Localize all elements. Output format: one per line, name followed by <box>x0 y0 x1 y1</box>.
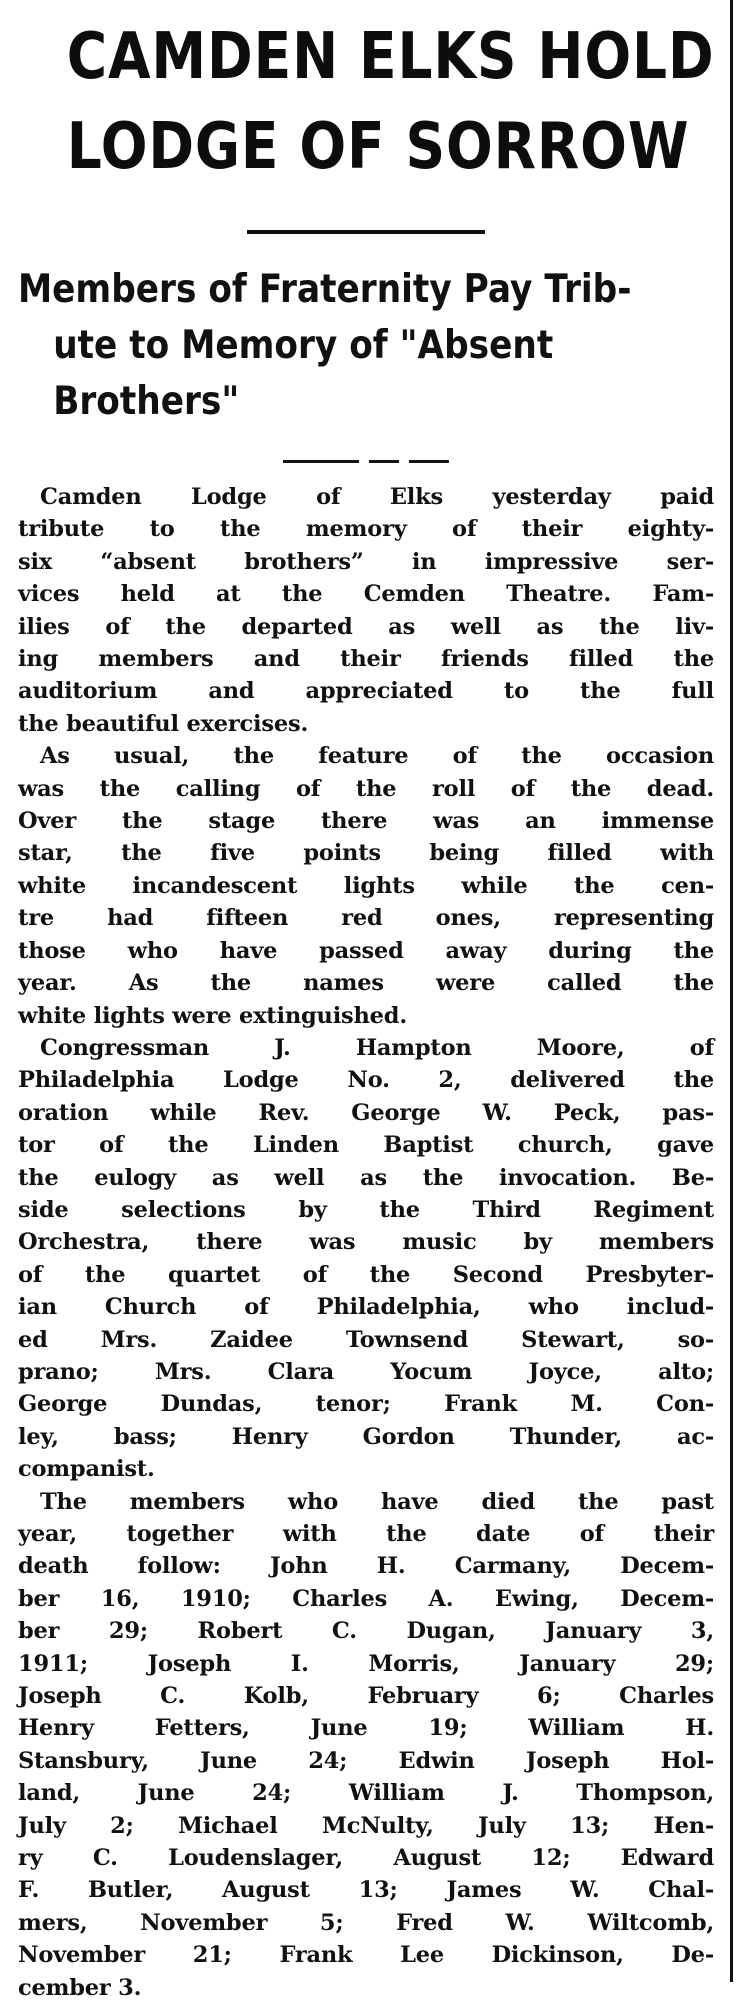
subheadline-line: Members of Fraternity Pay Trib- <box>18 267 632 312</box>
article-line: auditorium and appreciated to the full <box>18 678 714 705</box>
article-line: of the quartet of the Second Presbyter- <box>18 1261 714 1288</box>
article-line: prano; Mrs. Clara Yocum Joyce, alto; <box>18 1358 714 1385</box>
subheadline <box>18 262 630 430</box>
headline-line: LODGE OF SORROW <box>66 110 690 184</box>
article-line: was the calling of the roll of the dead. <box>18 775 714 802</box>
article-line: George Dundas, tenor; Frank M. Con- <box>18 1391 714 1418</box>
article-line: those who have passed away during the <box>18 937 714 964</box>
article-line: Orchestra, there was music by members <box>18 1229 714 1256</box>
article-line: the beautiful exercises. <box>18 710 309 737</box>
article-line: white lights were extinguished. <box>18 1002 407 1029</box>
article-line: November 21; Frank Lee Dickinson, De- <box>18 1942 714 1969</box>
article-line: ber 16, 1910; Charles A. Ewing, Decem- <box>18 1585 714 1612</box>
article-line: The members who have died the past <box>40 1488 714 1515</box>
article-line: ing members and their friends filled the <box>18 646 714 673</box>
subheadline-line: Brothers" <box>53 379 240 424</box>
article-line: white incandescent lights while the cen- <box>18 872 714 899</box>
article-line: tor of the Linden Baptist church, gave <box>18 1132 714 1159</box>
headline <box>66 12 715 192</box>
article-line: oration while Rev. George W. Peck, pas- <box>18 1099 714 1126</box>
article-line: Joseph C. Kolb, February 6; Charles <box>18 1683 714 1710</box>
article-line: cember 3. <box>18 1974 142 2001</box>
article-line: year. As the names were called the <box>18 970 714 997</box>
article-line: side selections by the Third Regiment <box>18 1196 714 1223</box>
headline-divider <box>247 230 485 234</box>
article-line: ber 29; Robert C. Dugan, January 3, <box>18 1618 714 1645</box>
article-line: 1911; Joseph I. Morris, January 29; <box>18 1650 714 1677</box>
article-line: vices held at the Cemden Theatre. Fam- <box>18 581 714 608</box>
article-line: mers, November 5; Fred W. Wiltcomb, <box>18 1909 714 1936</box>
article-line: Congressman J. Hampton Moore, of <box>40 1034 714 1061</box>
article-line: Henry Fetters, June 19; William H. <box>18 1715 714 1742</box>
article-body <box>18 481 714 2004</box>
article-line: Over the stage there was an immense <box>18 808 714 835</box>
article-line: ilies of the departed as well as the liv- <box>18 613 714 640</box>
article-line: the eulogy as well as the invocation. Be- <box>18 1164 714 1191</box>
article-line: ry C. Loudenslager, August 12; Edward <box>18 1845 714 1872</box>
article-line: F. Butler, August 13; James W. Chal- <box>18 1877 714 1904</box>
article-line: land, June 24; William J. Thompson, <box>18 1780 714 1807</box>
article-line: six “absent brothers” in impressive ser- <box>18 548 714 575</box>
article-line: ed Mrs. Zaidee Townsend Stewart, so- <box>18 1326 714 1353</box>
article-line: Stansbury, June 24; Edwin Joseph Hol- <box>18 1747 714 1774</box>
article-line: star, the five points being filled with <box>18 840 714 867</box>
article-line: As usual, the feature of the occasion <box>40 743 714 770</box>
article-line: tribute to the memory of their eighty- <box>18 516 714 543</box>
article-line: ley, bass; Henry Gordon Thunder, ac- <box>18 1423 714 1450</box>
article-line: July 2; Michael McNulty, July 13; Hen- <box>18 1812 714 1839</box>
article-line: tre had fifteen red ones, representing <box>18 905 714 932</box>
headline-line: CAMDEN ELKS HOLD <box>66 20 715 94</box>
article-line: Camden Lodge of Elks yesterday paid <box>40 484 714 510</box>
article-line: companist. <box>18 1456 155 1483</box>
section-divider <box>18 460 714 463</box>
column-rule <box>730 0 733 1982</box>
article-line: death follow: John H. Carmany, Decem- <box>18 1553 714 1580</box>
article-line: year, together with the date of their <box>18 1521 714 1547</box>
article-line: Philadelphia Lodge No. 2, delivered the <box>18 1067 714 1094</box>
article-line: ian Church of Philadelphia, who includ- <box>18 1294 714 1321</box>
subheadline-line: ute to Memory of "Absent <box>53 323 554 368</box>
